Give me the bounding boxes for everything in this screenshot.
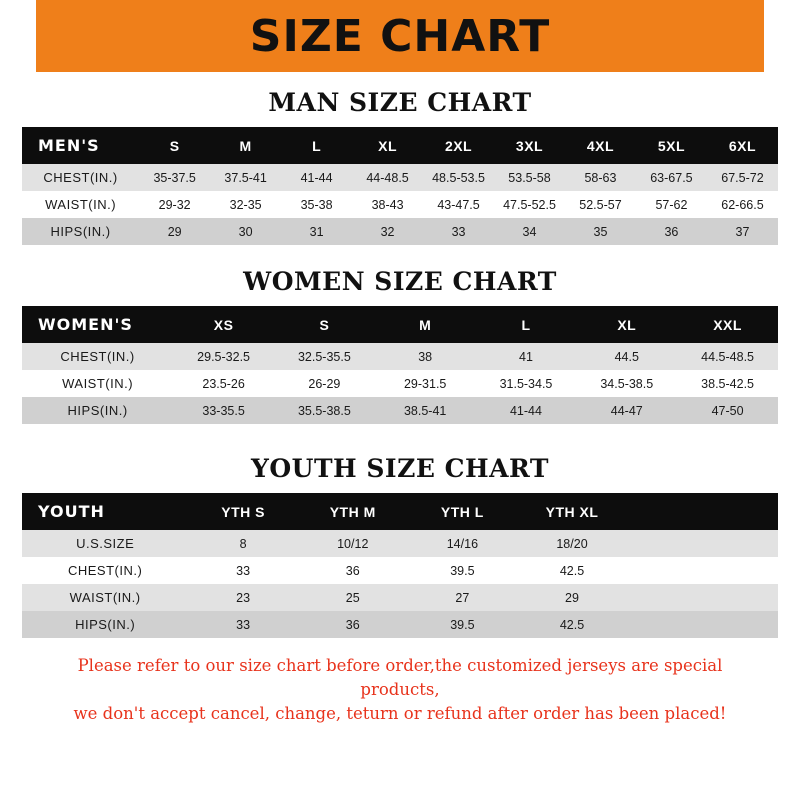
table-row [22, 164, 778, 191]
table-row [22, 584, 778, 611]
table-cell: 41-44 [300, 170, 333, 185]
table-cell: 36 [664, 224, 679, 239]
women-header-l: L [476, 306, 577, 343]
table-cell: 39.5 [450, 563, 475, 578]
women-header-xs: XS [173, 306, 274, 343]
table-cell: 29.5-32.5 [197, 349, 250, 364]
women-table-header [22, 306, 778, 343]
men-row-label-waist: WAIST(IN.) [45, 197, 117, 212]
table-cell: 58-63 [584, 170, 617, 185]
table-cell: 47-50 [711, 403, 744, 418]
men-header-2xl: 2XL [423, 127, 494, 164]
youth-header-m: YTH M [298, 493, 408, 530]
table-cell: 27 [455, 590, 470, 605]
women-row-label-chest: CHEST(IN.) [60, 349, 135, 364]
men-header-m: M [210, 127, 281, 164]
men-header-4xl: 4XL [565, 127, 636, 164]
men-header-5xl: 5XL [636, 127, 707, 164]
women-row-label-waist: WAIST(IN.) [62, 376, 134, 391]
table-cell: 35-37.5 [153, 170, 196, 185]
youth-section-title: YOUTH SIZE CHART [251, 454, 549, 483]
table-cell: 18/20 [556, 536, 588, 551]
youth-header-s: YTH S [188, 493, 298, 530]
table-cell: 37 [735, 224, 750, 239]
women-header-label: WOMEN'S [22, 306, 173, 343]
table-cell: 44-47 [610, 403, 643, 418]
men-header-xl: XL [352, 127, 423, 164]
table-cell: 8 [239, 536, 247, 551]
table-cell: 34 [522, 224, 537, 239]
women-header-s: S [274, 306, 375, 343]
table-cell: 32-35 [229, 197, 262, 212]
table-row [22, 218, 778, 245]
table-cell: 43-47.5 [437, 197, 480, 212]
table-cell [627, 530, 778, 557]
table-cell: 38.5-42.5 [701, 376, 754, 391]
footnote-line-1: Please refer to our size chart before order,the customized jerseys are special products, [77, 656, 723, 699]
table-header-row [22, 306, 778, 343]
youth-row-label-hips: HIPS(IN.) [75, 617, 136, 632]
table-header-row [22, 127, 778, 164]
table-cell: 35 [593, 224, 608, 239]
table-cell: 62-66.5 [721, 197, 764, 212]
men-section-title: MAN SIZE CHART [268, 88, 532, 117]
content-area [0, 88, 800, 726]
men-row-label-chest: CHEST(IN.) [43, 170, 118, 185]
table-cell: 32.5-35.5 [297, 349, 351, 364]
women-header-xl: XL [576, 306, 677, 343]
table-cell: 29-31.5 [403, 376, 447, 391]
table-cell: 31.5-34.5 [499, 376, 553, 391]
table-cell: 35.5-38.5 [297, 403, 351, 418]
table-row [22, 611, 778, 638]
table-cell: 31 [309, 224, 324, 239]
table-cell: 38-43 [371, 197, 404, 212]
table-cell: 23.5-26 [202, 376, 245, 391]
table-cell: 29-32 [158, 197, 191, 212]
table-cell [627, 584, 778, 611]
table-cell: 33 [236, 617, 251, 632]
table-cell: 33 [451, 224, 466, 239]
table-cell: 39.5 [450, 617, 475, 632]
youth-row-label-chest: CHEST(IN.) [67, 563, 143, 578]
table-cell: 63-67.5 [650, 170, 693, 185]
table-cell: 23 [236, 590, 251, 605]
table-cell: 10/12 [337, 536, 369, 551]
table-row [22, 343, 778, 370]
men-header-s: S [139, 127, 210, 164]
table-cell: 36 [345, 617, 360, 632]
table-cell: 41 [519, 349, 533, 364]
youth-header-empty [627, 493, 778, 530]
table-cell: 14/16 [446, 536, 479, 551]
table-cell: 36 [345, 563, 360, 578]
table-row [22, 397, 778, 424]
youth-size-table [22, 493, 778, 638]
women-row-label-hips: HIPS(IN.) [67, 403, 128, 418]
table-cell: 44-48.5 [366, 170, 409, 185]
table-cell: 30 [238, 224, 253, 239]
men-header-3xl: 3XL [494, 127, 565, 164]
table-cell: 33 [236, 563, 251, 578]
table-cell: 41-44 [509, 403, 542, 418]
footnote-line-2: we don't accept cancel, change, teturn or refund after order has been placed! [73, 703, 727, 723]
table-cell: 52.5-57 [579, 197, 622, 212]
table-cell: 44.5 [614, 349, 639, 364]
table-cell: 47.5-52.5 [503, 197, 556, 212]
youth-header-xl: YTH XL [517, 493, 627, 530]
table-cell: 48.5-53.5 [432, 170, 485, 185]
youth-row-label-ussize: U.S.SIZE [76, 536, 135, 551]
header-right-spacer [764, 0, 800, 72]
table-cell: 38.5-41 [403, 403, 447, 418]
table-cell: 38 [418, 349, 433, 364]
men-header-6xl: 6XL [707, 127, 778, 164]
page-title: SIZE CHART [249, 10, 551, 62]
men-header-label: MEN'S [22, 127, 139, 164]
table-row [22, 557, 778, 584]
men-row-label-hips: HIPS(IN.) [50, 224, 111, 239]
table-cell: 26-29 [308, 376, 341, 391]
table-cell: 42.5 [559, 563, 585, 578]
table-cell: 37.5-41 [224, 170, 267, 185]
header-left-spacer [0, 0, 36, 72]
table-cell: 25 [345, 590, 360, 605]
table-cell: 35-38 [300, 197, 333, 212]
women-header-xxl: XXL [677, 306, 778, 343]
table-cell: 53.5-58 [508, 170, 551, 185]
table-cell: 42.5 [559, 617, 585, 632]
footnote [22, 654, 778, 726]
table-cell: 29 [565, 590, 579, 605]
women-header-m: M [375, 306, 476, 343]
table-cell: 32 [380, 224, 395, 239]
youth-header-label: YOUTH [22, 493, 188, 530]
table-cell: 34.5-38.5 [600, 376, 654, 391]
men-header-l: L [281, 127, 352, 164]
table-row [22, 530, 778, 557]
youth-header-l: YTH L [408, 493, 518, 530]
women-size-table [22, 306, 778, 424]
women-section-title: WOMEN SIZE CHART [243, 267, 557, 296]
table-cell [627, 557, 778, 584]
table-cell [627, 611, 778, 638]
header-band [0, 0, 800, 72]
table-cell: 29 [167, 224, 182, 239]
youth-row-label-waist: WAIST(IN.) [69, 590, 141, 605]
table-cell: 67.5-72 [721, 170, 764, 185]
table-cell: 44.5-48.5 [701, 349, 754, 364]
table-header-row [22, 493, 778, 530]
youth-table-header [22, 493, 778, 530]
men-size-table [22, 127, 778, 245]
table-cell: 57-62 [655, 197, 688, 212]
table-row [22, 370, 778, 397]
table-cell: 33-35.5 [202, 403, 245, 418]
men-table-header [22, 127, 778, 164]
table-row [22, 191, 778, 218]
